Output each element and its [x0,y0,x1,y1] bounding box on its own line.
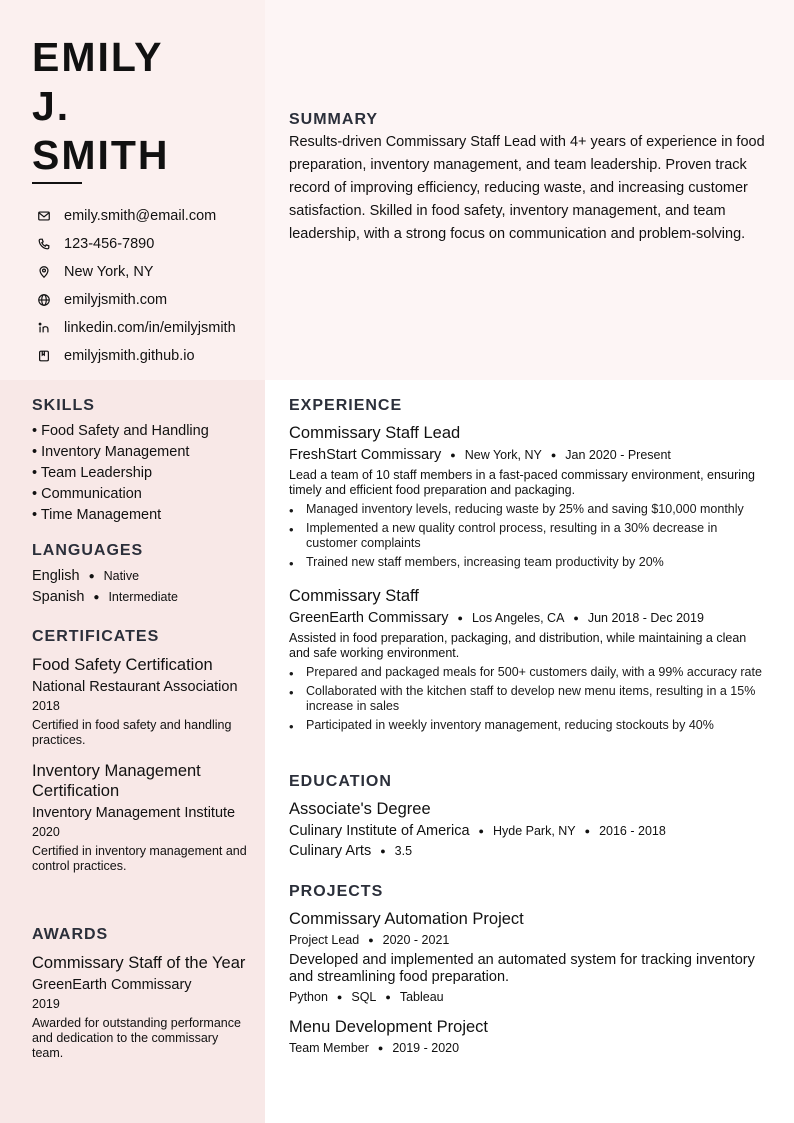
job-description: Lead a team of 10 staff members in a fast-paced commissary environment, ensuring timely and efficient food preparation and packaging. [289,468,755,497]
name-middle: J. [32,83,71,129]
experience-section [289,397,769,733]
contact-linkedin[interactable] [32,314,236,342]
tech-tag: Python [289,990,328,1004]
project-tech [289,990,769,1004]
achievement-item: • Collaborated with the kitchen staff to develop new menu items, resulting in a 15% increase in sales [289,684,769,714]
contact-phone[interactable] [32,230,236,258]
contact-email[interactable] [32,202,236,230]
project-meta [289,1041,769,1055]
phone-icon [32,232,56,256]
summary-text: Results-driven Commissary Staff Lead with 4+ years of experience in food preparation, inventory management, and team leadership. Proven track record of improving efficiency, reducing waste, and increasing customer satisfaction. Skilled in food safety, inventory management, and team leadership, with a strong focus on communication and problem-solving. [289,134,765,242]
separator-dot: ● [457,613,463,623]
gpa: 3.5 [394,844,413,858]
separator-dot: ● [550,450,557,460]
project-role: Team Member [289,1041,369,1055]
contact-location [32,258,236,286]
skills-section [32,397,247,526]
achievement-item: • Participated in weekly inventory management, reducing stockouts by 40% [289,718,769,733]
project-entry [289,1018,769,1055]
job-title: Commissary Staff Lead [289,424,461,442]
achievement-item: • Managed inventory levels, reducing waste by 25% and saving $10,000 monthly [289,502,769,517]
award-issuer: GreenEarth Commissary [32,977,192,993]
linkedin-icon [32,316,56,340]
certificate-title: Food Safety Certification [32,656,213,674]
skill-item: • Team Leadership [32,465,153,481]
certificates-heading: CERTIFICATES [32,628,160,645]
certificate-item [32,761,247,874]
language-level: Intermediate [108,590,178,604]
project-dates: 2019 - 2020 [392,1041,460,1055]
summary-heading: SUMMARY [289,111,379,128]
education-dates: 2016 - 2018 [599,824,666,838]
skills-heading: SKILLS [32,397,95,414]
achievement-item: • Prepared and packaged meals for 500+ customers daily, with a 99% accuracy rate [289,665,769,680]
school-name: Culinary Institute of America [289,823,470,839]
project-title: Commissary Automation Project [289,910,524,928]
separator-dot: ● [93,592,100,603]
skill-item: • Communication [32,486,142,502]
projects-section [289,883,769,1055]
name-divider [32,182,82,184]
name-first: EMILY [32,34,164,80]
contact-github[interactable] [32,342,236,370]
skill-item: • Time Management [32,507,162,523]
job-location: Los Angeles, CA [471,611,565,625]
language-level: Native [103,569,140,583]
award-description: Awarded for outstanding performance and dedication to the commissary team. [32,1016,241,1060]
language-name: English [32,568,80,584]
separator-dot: ● [380,846,386,856]
field-of-study: Culinary Arts [289,843,372,859]
job-title: Commissary Staff [289,587,419,605]
certificate-item [32,655,247,748]
tech-tag: SQL [351,990,377,1004]
job-meta [289,447,769,463]
achievement-item: • Implemented a new quality control process, resulting in a 30% decrease in customer complaints [289,521,769,551]
contact-phone-text: 123-456-7890 [64,236,155,252]
education-section [289,773,769,859]
job-entry [289,587,769,733]
tech-tag: Tableau [399,990,444,1004]
job-company: FreshStart Commissary [289,447,442,463]
location-pin-icon [32,260,56,284]
school-location: Hyde Park, NY [492,824,576,838]
education-meta [289,823,769,839]
project-dates: 2020 - 2021 [382,933,450,947]
github-icon [32,344,56,368]
separator-dot: ● [450,450,456,460]
project-meta [289,933,769,947]
contact-location-text: New York, NY [64,264,154,280]
skill-item: • Inventory Management [32,444,190,460]
job-description: Assisted in food preparation, packaging, and distribution, while maintaining a clean and safe working environment. [289,631,747,660]
contact-website[interactable] [32,286,236,314]
project-entry [289,910,769,1004]
achievement-item: • Trained new staff members, increasing team productivity by 20% [289,555,769,570]
award-item [32,953,247,1061]
contact-website-text: emilyjsmith.com [64,292,168,308]
job-location: New York, NY [464,448,542,462]
degree-title: Associate's Degree [289,800,431,818]
certificate-year: 2020 [32,825,60,839]
contact-linkedin-text: linkedin.com/in/emilyjsmith [64,320,236,336]
job-company: GreenEarth Commissary [289,610,449,626]
separator-dot: ● [478,826,484,836]
job-dates: Jan 2020 - Present [565,448,671,462]
separator-dot: ● [336,992,343,1002]
project-role: Project Lead [289,933,360,947]
job-meta [289,610,769,626]
certificate-issuer: Inventory Management Institute [32,805,236,821]
award-year: 2019 [32,997,60,1011]
separator-dot: ● [385,992,391,1002]
contact-github-text: emilyjsmith.github.io [64,348,195,364]
job-entry [289,424,769,570]
full-name [32,33,170,180]
separator-dot: ● [88,571,95,582]
certificate-title: Inventory Management Certification [32,762,201,800]
contact-list [32,202,236,370]
language-name: Spanish [32,589,85,605]
job-achievements [289,665,769,733]
separator-dot: ● [573,613,579,623]
language-item [32,587,247,608]
education-field-meta [289,843,769,859]
awards-heading: AWARDS [32,926,109,943]
project-description: Developed and implemented an automated system for tracking inventory and streamlining food preparation. [289,952,755,985]
job-dates: Jun 2018 - Dec 2019 [587,611,704,625]
languages-heading: LANGUAGES [32,542,144,559]
language-item [32,566,247,587]
skill-item: • Food Safety and Handling [32,423,209,439]
separator-dot: ● [584,826,591,836]
certificate-description: Certified in inventory management and control practices. [32,844,247,873]
summary-section [289,111,769,246]
project-title: Menu Development Project [289,1018,489,1036]
separator-dot: ● [368,935,374,945]
certificate-issuer: National Restaurant Association [32,679,238,695]
experience-heading: EXPERIENCE [289,397,403,414]
award-title: Commissary Staff of the Year [32,954,246,972]
certificates-section [32,628,247,874]
awards-section [32,926,247,1061]
certificate-year: 2018 [32,699,60,713]
job-achievements [289,502,769,570]
separator-dot: ● [377,1043,384,1053]
certificate-description: Certified in food safety and handling practices. [32,718,232,747]
mail-icon [32,204,56,228]
contact-email-text: emily.smith@email.com [64,208,217,224]
globe-icon [32,288,56,312]
projects-heading: PROJECTS [289,883,384,900]
education-heading: EDUCATION [289,773,392,790]
languages-section [32,542,247,608]
name-last: SMITH [32,132,170,178]
